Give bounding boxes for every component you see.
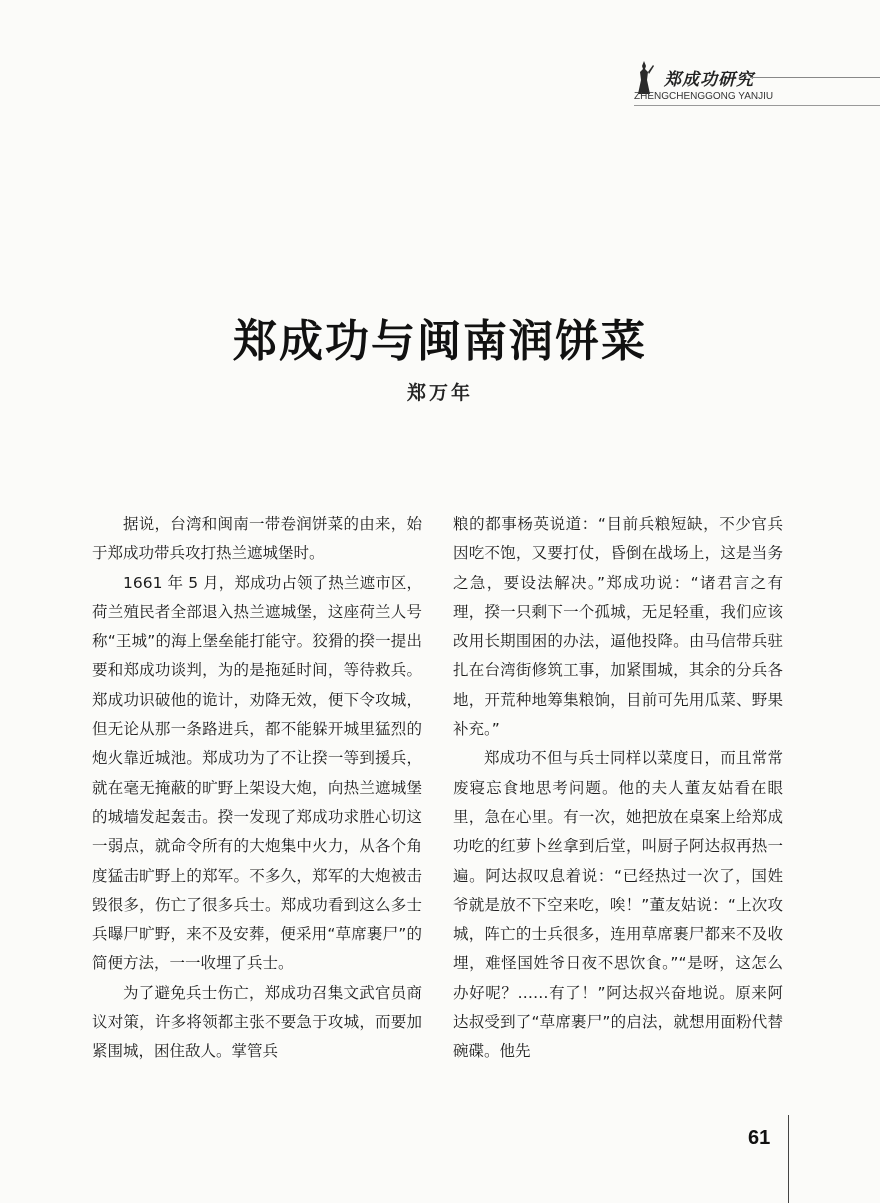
header-divider-bottom: [634, 105, 880, 106]
paragraph-continuation: 粮的都事杨英说道：“目前兵粮短缺，不少官兵因吃不饱，又要打仗，昏倒在战场上，这是当务之急，要设法解决。”郑成功说：“诸君言之有理，揆一只剩下一个孤城，无足轻重，我们应该改用长期围困的办法，逼他投降。由马信带兵驻扎在台湾街修筑工事，加紧围城，其余的分兵各地，开荒种地筹集粮饷，目前可先用瓜菜、野果补充。”: [453, 515, 783, 739]
paragraph: 郑成功不但与兵士同样以菜度日，而且常常废寝忘食地思考问题。他的夫人董友姑看在眼里，急在心里。有一次，她把放在桌案上给郑成功吃的红萝卜丝拿到后堂，叫厨子阿达叔再热一遍。阿达叔叹息着说：“已经热过一次了，国姓爷就是放不下空来吃，唉！”董友姑说：“上次攻城，阵亡的士兵很多，连用草席裹尸都来不及收埋，难怪国姓爷日夜不思饮食。”“是呀，这怎么办好呢？……有了！”阿达叔兴奋地说。原来阿达叔受到了“草席裹尸”的启法，就想用面粉代替碗碟。他先: [453, 749, 783, 1061]
right-column: [453, 510, 783, 1067]
journal-title: 郑成功研究: [664, 70, 754, 90]
paragraph: 为了避免兵士伤亡，郑成功召集文武官员商议对策，许多将领都主张不要急于攻城，而要加紧围城，困住敌人。掌管兵: [92, 983, 422, 1061]
journal-subtitle: ZHENGCHENGGONG YANJIU: [634, 91, 774, 102]
journal-header: [630, 60, 880, 110]
article-title: 郑成功与闽南润饼菜: [233, 316, 647, 367]
left-column: [92, 510, 422, 1067]
header-divider-top: [750, 77, 880, 78]
page-number: 61: [748, 1127, 771, 1149]
paragraph: 据说，台湾和闽南一带卷润饼菜的由来，始于郑成功带兵攻打热兰遮城堡时。: [92, 515, 422, 563]
paragraph: 1661 年 5 月，郑成功占领了热兰遮市区，荷兰殖民者全部退入热兰遮城堡，这座荷兰人号称“王城”的海上堡垒能打能守。狡猾的揆一提出要和郑成功谈判，为的是拖延时间，等待救兵。郑成功识破他的诡计，劝降无效，便下令攻城，但无论从那一条路进兵，都不能躲开城里猛烈的炮火靠近城池。郑成功为了不让揆一等到援兵，就在毫无掩蔽的旷野上架设大炮，向热兰遮城堡的城墙发起轰击。揆一发现了郑成功求胜心切这一弱点，就命令所有的大炮集中火力，从各个角度猛击旷野上的郑军。不多久，郑军的大炮被击毁很多，伤亡了很多兵士。郑成功看到这么多士兵曝尸旷野，来不及安葬，便采用“草席裹尸”的简便方法，一一收埋了兵士。: [92, 573, 422, 973]
article-author: 郑万年: [406, 382, 473, 404]
page-number-divider: [788, 1115, 789, 1203]
